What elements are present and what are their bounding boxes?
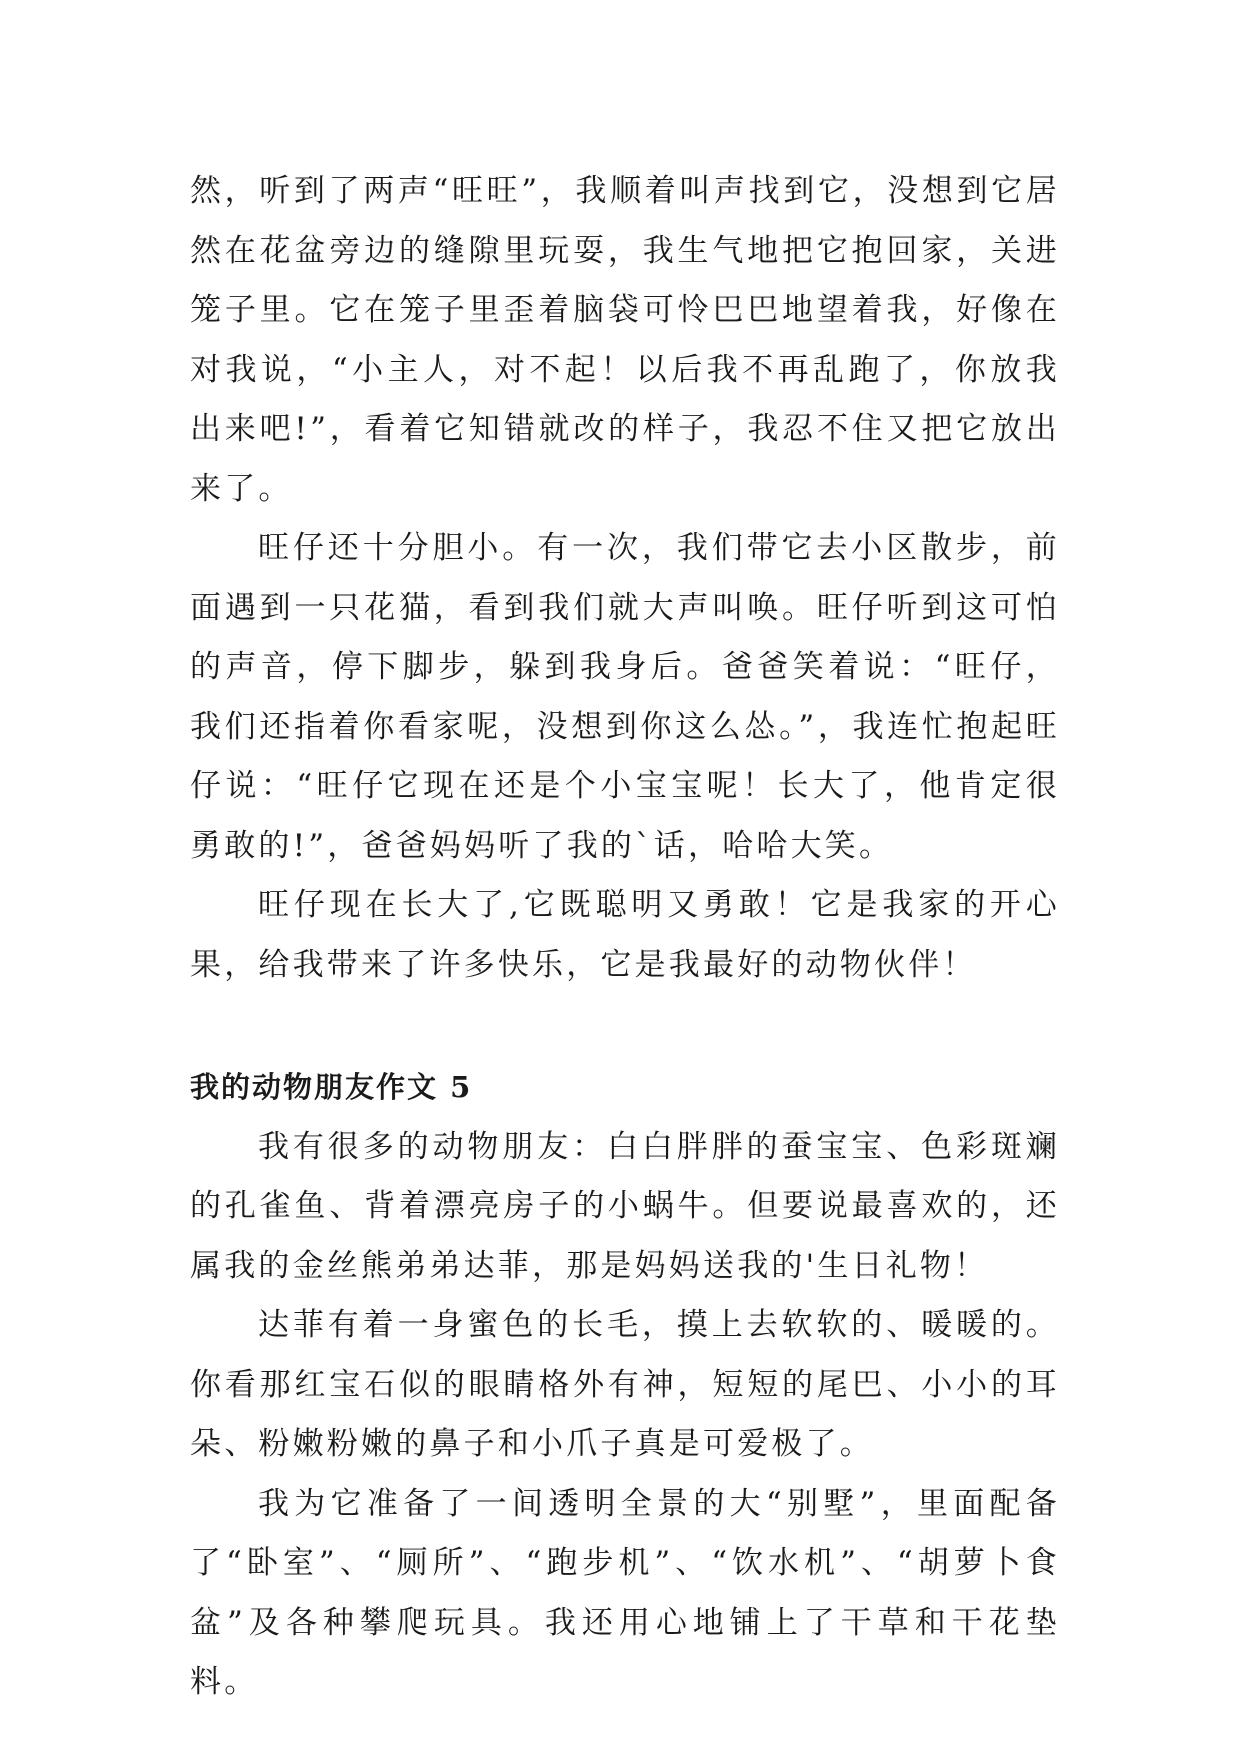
section-title: 我的动物朋友作文 5 [190, 1070, 473, 1104]
paragraph-house: 我为它准备了一间透明全景的大“别墅”，里面配备了“卧室”、“厕所”、“跑步机”、“饮水机”、“胡萝卜食盆”及各种攀爬玩具。我还用心地铺上了干草和干花垫料。 [190, 1485, 1060, 1700]
paragraph-looks: 达菲有着一身蜜色的长毛，摸上去软软的、暖暖的。你看那红宝石似的眼睛格外有神，短短的尾巴、小小的耳朵、粉嫩粉嫩的鼻子和小爪子真是可爱极了。 [190, 1307, 1060, 1462]
paragraph-timid: 旺仔还十分胆小。有一次，我们带它去小区散步，前面遇到一只花猫，看到我们就大声叫唤。旺仔听到这可怕的声音，停下脚步，躲到我身后。爸爸笑着说：“旺仔，我们还指着你看家呢，没想到你这么怂。”，我连忙抱起旺仔说：“旺仔它现在还是个小宝宝呢！长大了，他肯定很勇敢的!”，爸爸妈妈听了我的`话，哈哈大笑。 [190, 530, 1060, 864]
document-page [190, 162, 1060, 1713]
paragraph-grown-up: 旺仔现在长大了,它既聪明又勇敢！它是我家的开心果，给我带来了许多快乐，它是我最好的动物伙伴！ [190, 887, 1060, 983]
paragraph-continued: 然，听到了两声“旺旺”，我顺着叫声找到它，没想到它居然在花盆旁边的缝隙里玩耍，我生气地把它抱回家，关进笼子里。它在笼子里歪着脑袋可怜巴巴地望着我，好像在对我说，“小主人，对不起！以后我不再乱跑了，你放我出来吧!”，看着它知错就改的样子，我忍不住又把它放出来了。 [190, 173, 1060, 507]
paragraph-intro: 我有很多的动物朋友：白白胖胖的蚕宝宝、色彩斑斓的孔雀鱼、背着漂亮房子的小蜗牛。但要说最喜欢的，还属我的金丝熊弟弟达菲，那是妈妈送我的'生日礼物！ [190, 1128, 1060, 1284]
